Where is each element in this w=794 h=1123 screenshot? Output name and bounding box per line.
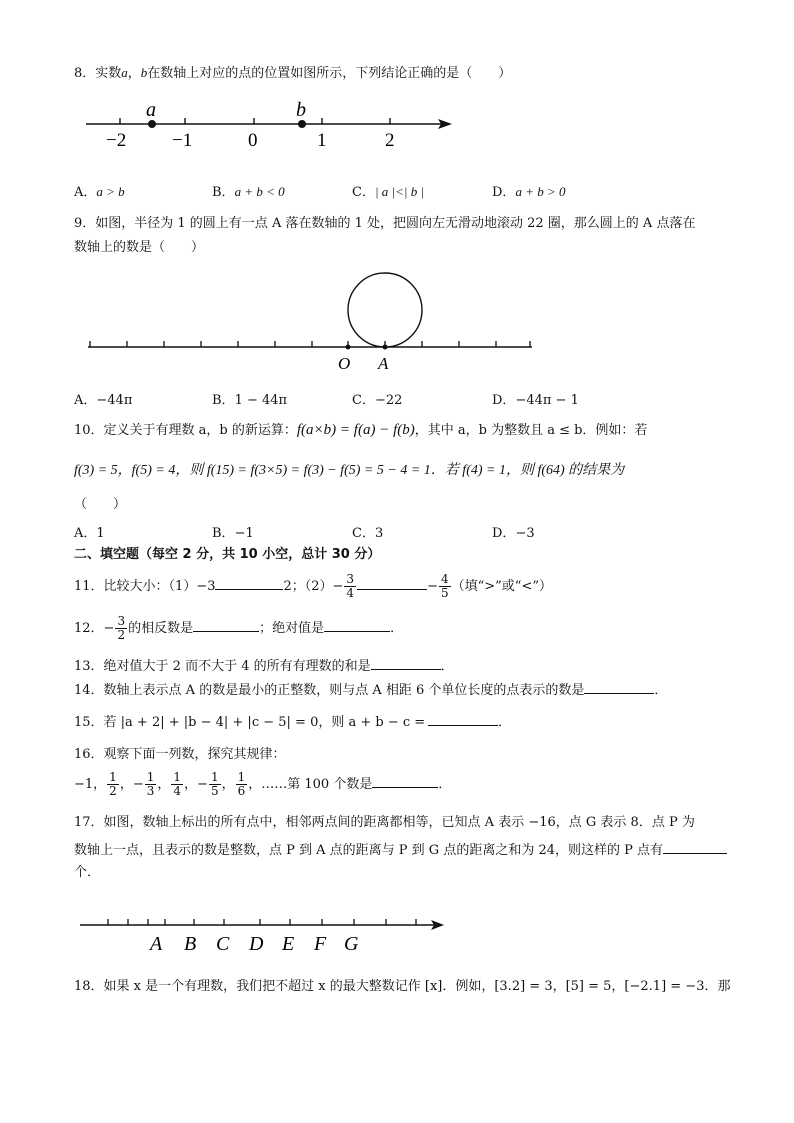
section-2-title: 二、填空题（每空 2 分，共 10 小空，总计 30 分） (74, 547, 381, 562)
q8-point-a (148, 120, 156, 128)
q10-option-a[interactable]: A．1 (74, 526, 105, 541)
q16-stem-line1: 16．观察下面一列数，探究其规律： (74, 747, 286, 762)
q16-fraction-5: $\frac{1}{6}$ (237, 770, 246, 798)
q16-blank[interactable] (372, 774, 438, 788)
q17-label-c: C (216, 933, 230, 955)
q10-stem-line3: （ ） (74, 497, 127, 512)
q9-point-o (346, 345, 351, 350)
q17-label-a: A (150, 933, 163, 955)
q10-option-b[interactable]: B．−1 (212, 526, 254, 541)
q17-stem-line2: 数轴上一点，且表示的数是整数，点 P 到 A 点的距离与 P 到 G 点的距离之和为 24，则这样的 P 点有 (74, 840, 727, 860)
q9-option-c[interactable]: C．−22 (352, 393, 403, 408)
q16-fraction-1: $\frac{1}{2}$ (109, 770, 117, 798)
q16-sequence: −1， $\frac{1}{2}$ ，− $\frac{1}{3}$ ， $\frac{1}{4}$ ，− $\frac{1}{5}$ ， $\frac{1}{6}$ ，……第 100 个数是 ． (74, 770, 452, 798)
q8-tick-label: −2 (106, 130, 127, 151)
q17-number-line-figure (76, 910, 456, 960)
q17-label-b: B (184, 933, 197, 955)
q13-blank[interactable] (371, 656, 441, 670)
q9-option-a[interactable]: A．−44π (74, 393, 133, 408)
q10-operation-formula: f(a×b) = f(a) − f(b) (296, 422, 415, 438)
q8-label-a: a (146, 99, 156, 121)
q10-stem-line2: f(3) = 5，f(5) = 4，则 f(15) = f(3×5) = f(3) − f(5) = 5 − 4 = 1．若 f(4) = 1，则 f(64) 的结果为 (74, 463, 625, 478)
q8-number-line-figure (80, 98, 460, 154)
q18-stem-line1: 18．如果 x 是一个有理数，我们把不超过 x 的最大整数记作 [x]．例如，[3.2] = 3，[5] = 5，[−2.1] = −3．那 (74, 979, 731, 994)
q8-label-b: b (296, 99, 306, 121)
q10-option-d[interactable]: D．−3 (492, 526, 535, 541)
q8-tick-label: 0 (248, 130, 258, 151)
q9-stem-line1: 9．如图，半径为 1 的圆上有一点 A 落在数轴的 1 处，把圆向左无滑动地滚动 22 圈，那么圆上的 A 点落在 (74, 216, 696, 231)
q17-label-f: F (314, 933, 327, 955)
q16-fraction-4: $\frac{1}{5}$ (210, 770, 219, 798)
q9-rolling-circle-figure (84, 268, 544, 378)
q9-option-d[interactable]: D．−44π − 1 (492, 393, 579, 408)
q12-blank-1[interactable] (193, 618, 259, 632)
q8-option-c[interactable]: C．| a |<| b | (352, 184, 425, 200)
q12-stem: 12．− $\frac{3}{2}$ 的相反数是 ；绝对值是 ． (74, 614, 404, 642)
q17-label-g: G (344, 933, 359, 955)
q17-blank[interactable] (663, 840, 727, 854)
q9-ticks (90, 341, 530, 347)
q8-point-b (298, 120, 306, 128)
q17-label-e: E (282, 933, 295, 955)
q10-stem-line1: 10．定义关于有理数 a，b 的新运算：f(a×b) = f(a) − f(b)，其中 a，b 为整数且 a ≤ b．例如：若 (74, 422, 648, 438)
q16-fraction-3: $\frac{1}{4}$ (173, 770, 182, 798)
q8-tick-label: 1 (317, 130, 327, 151)
q15-stem: 15．若 |a + 2| + |b − 4| + |c − 5| = 0，则 a + b − c = ． (74, 712, 511, 732)
q8-var-a: a (121, 65, 128, 80)
q15-blank[interactable] (428, 712, 498, 726)
q8-option-b[interactable]: B．a + b < 0 (212, 184, 285, 200)
q8-tick-label: −1 (172, 130, 193, 151)
q9-point-a (383, 345, 388, 350)
q11-blank-2[interactable] (357, 576, 427, 590)
q11-blank-1[interactable] (215, 576, 283, 590)
q12-blank-2[interactable] (324, 618, 390, 632)
q8-option-d[interactable]: D．a + b > 0 (492, 184, 566, 200)
q17-stem-line3: 个． (74, 865, 101, 880)
q9-circle (348, 273, 422, 347)
q11-fraction-1: $\frac{3}{4}$ (346, 572, 355, 600)
q8-stem: 8．实数a，b在数轴上对应的点的位置如图所示，下列结论正确的是（ ） (74, 65, 512, 81)
q17-ticks (108, 919, 416, 925)
q11-fraction-2: $\frac{4}{5}$ (440, 572, 449, 600)
q11-stem: 11．比较大小：（1）−3 2；（2）− $\frac{3}{4}$ − $\frac{4}{5}$ （填“>”或“<”） (74, 572, 552, 600)
q8-option-a[interactable]: A．a > b (74, 184, 125, 200)
q13-stem: 13．绝对值大于 2 而不大于 4 的所有有理数的和是 ． (74, 656, 454, 676)
q9-stem-line2: 数轴上的数是（ ） (74, 240, 205, 255)
q14-stem: 14．数轴上表示点 A 的数是最小的正整数，则与点 A 相距 6 个单位长度的点表示的数是 ． (74, 680, 667, 700)
q8-var-b: b (140, 65, 148, 80)
q16-fraction-2: $\frac{1}{3}$ (146, 770, 155, 798)
q14-blank[interactable] (584, 680, 654, 694)
q9-option-b[interactable]: B．1 − 44π (212, 393, 288, 408)
q12-fraction: $\frac{3}{2}$ (117, 614, 126, 642)
q17-stem-line1: 17．如图，数轴上标出的所有点中，相邻两点间的距离都相等，已知点 A 表示 −16，点 G 表示 8．点 P 为 (74, 815, 695, 830)
q9-label-a: A (378, 354, 389, 373)
q8-tick-label: 2 (385, 130, 395, 151)
q10-option-c[interactable]: C．3 (352, 526, 384, 541)
q9-label-o: O (338, 354, 351, 373)
q17-label-d: D (249, 933, 264, 955)
